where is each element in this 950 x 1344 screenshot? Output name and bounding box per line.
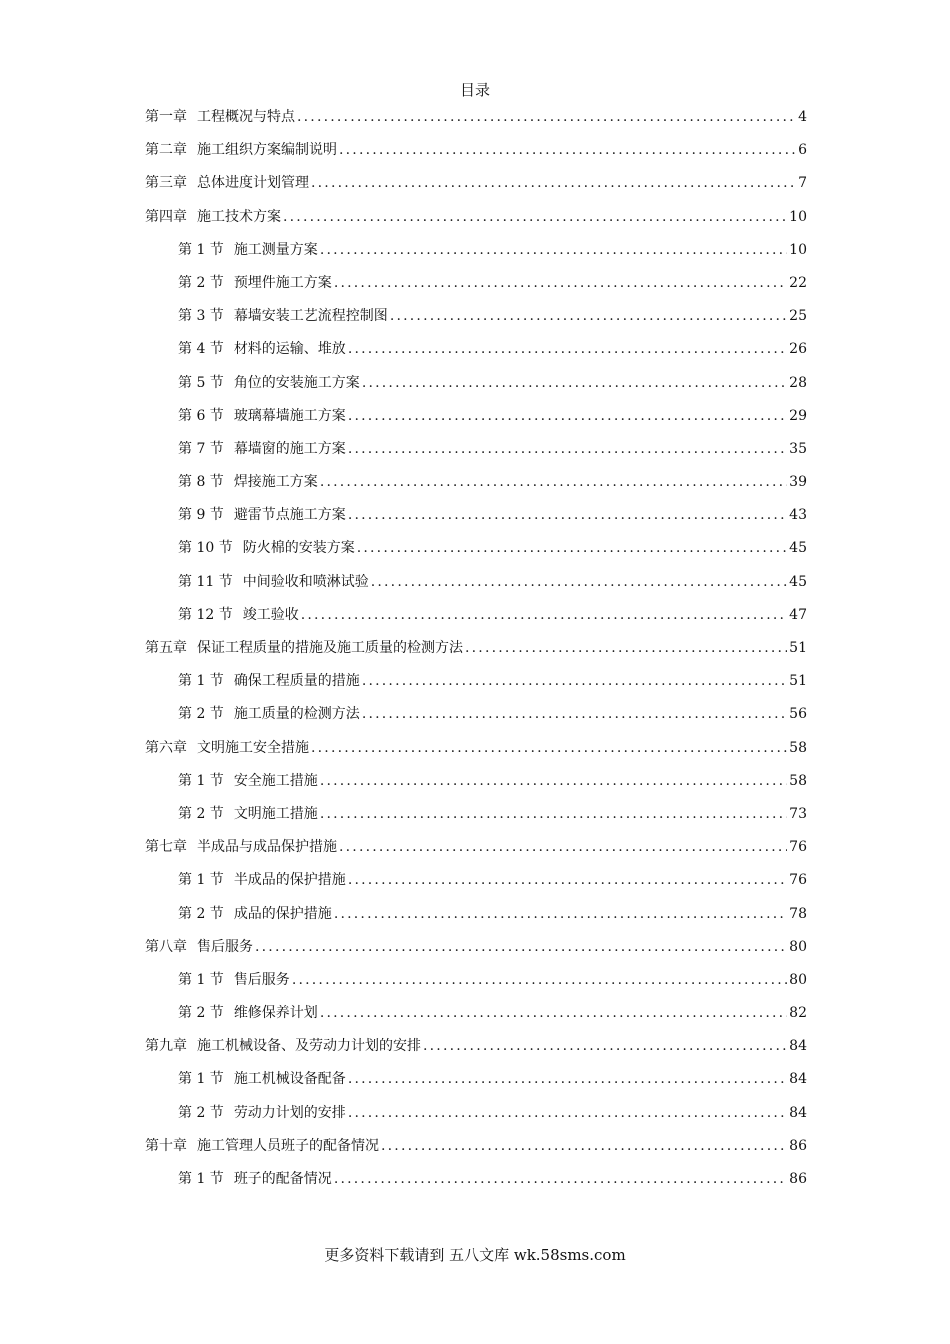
toc-page-number: 86 [789, 1137, 807, 1154]
toc-page-number: 84 [789, 1104, 807, 1121]
toc-section-entry[interactable] [145, 537, 807, 570]
toc-page-number: 82 [789, 1005, 807, 1022]
toc-entry-number: 第 5 节 [178, 374, 224, 391]
toc-chapter-entry[interactable] [145, 1135, 807, 1168]
toc-entry-title: 施工组织方案编制说明 [197, 142, 337, 159]
toc-page-number: 7 [798, 175, 807, 192]
toc-entry-number: 第七章 [145, 839, 187, 856]
toc-entry-title: 竣工验收 [242, 606, 299, 623]
toc-dot-leader [283, 206, 787, 228]
toc-entry-title: 总体进度计划管理 [197, 175, 309, 192]
toc-section-entry[interactable] [145, 670, 807, 703]
toc-section-entry[interactable] [145, 803, 807, 836]
toc-entry-title: 文明施工安全措施 [197, 739, 309, 756]
toc-entry-title: 维修保养计划 [233, 1005, 318, 1022]
toc-dot-leader [297, 106, 796, 128]
toc-page-number: 39 [789, 474, 807, 491]
toc-entry-title: 避雷节点施工方案 [233, 507, 346, 524]
toc-chapter-entry[interactable] [145, 139, 807, 172]
toc-dot-leader [334, 1168, 787, 1190]
toc-dot-leader [348, 405, 787, 427]
toc-section-entry[interactable] [145, 770, 807, 803]
toc-entry-title: 安全施工措施 [233, 772, 318, 789]
toc-page-number: 76 [789, 872, 807, 889]
toc-section-entry[interactable] [145, 504, 807, 537]
toc-entry-title: 保证工程质量的措施及施工质量的检测方法 [197, 640, 463, 656]
toc-entry-title: 劳动力计划的安排 [233, 1104, 346, 1121]
toc-dot-leader [339, 139, 796, 161]
toc-page-number: 45 [789, 540, 807, 557]
toc-chapter-entry[interactable] [145, 172, 807, 205]
toc-dot-leader [371, 571, 787, 593]
toc-entry-number: 第 2 节 [178, 274, 224, 291]
toc-page-number: 78 [789, 905, 807, 922]
toc-entry-title: 售后服务 [197, 938, 253, 955]
toc-page-number: 25 [789, 308, 807, 325]
toc-chapter-entry[interactable] [145, 737, 807, 770]
toc-section-entry[interactable] [145, 604, 807, 637]
toc-entry-title: 角位的安装施工方案 [233, 374, 360, 391]
toc-section-entry[interactable] [145, 471, 807, 504]
toc-page-number: 29 [789, 407, 807, 424]
toc-entry-title: 幕墙窗的施工方案 [233, 440, 346, 457]
toc-page-number: 76 [789, 839, 807, 856]
toc-entry-number: 第四章 [145, 208, 187, 225]
toc-chapter-entry[interactable] [145, 1035, 807, 1068]
toc-dot-leader [255, 936, 787, 958]
toc-entry-title: 确保工程质量的措施 [233, 673, 360, 690]
toc-page-number: 10 [789, 241, 807, 258]
toc-dot-leader [320, 770, 787, 792]
toc-entry-number: 第 12 节 [178, 606, 233, 623]
toc-entry-title: 施工测量方案 [233, 241, 318, 258]
toc-entry-title: 施工质量的检测方法 [233, 706, 360, 723]
toc-dot-leader [334, 903, 787, 925]
toc-section-entry[interactable] [145, 869, 807, 902]
page-title: 目录 [459, 81, 490, 99]
toc-entry-number: 第九章 [145, 1038, 187, 1055]
toc-section-entry[interactable] [145, 405, 807, 438]
toc-section-entry[interactable] [145, 571, 807, 604]
toc-entry-title: 半成品与成品保护措施 [197, 839, 337, 856]
toc-dot-leader [311, 737, 787, 759]
toc-entry-number: 第 3 节 [178, 308, 224, 325]
toc-entry-number: 第 4 节 [178, 341, 224, 358]
toc-entry-title: 施工管理人员班子的配备情况 [197, 1137, 379, 1154]
toc-page-number: 58 [789, 739, 807, 756]
toc-page-number: 28 [789, 374, 807, 391]
toc-entry-title: 半成品的保护措施 [233, 872, 346, 889]
toc-dot-leader [390, 305, 787, 327]
toc-entry-number: 第 10 节 [178, 540, 233, 557]
toc-section-entry[interactable] [145, 703, 807, 736]
toc-dot-leader [301, 604, 787, 626]
toc-page-number: 4 [798, 109, 807, 125]
toc-page-number: 56 [789, 706, 807, 723]
toc-section-entry[interactable] [145, 372, 807, 405]
footer-text: 更多资料下载请到 五八文库 wk.58sms.com [324, 1246, 626, 1264]
toc-dot-leader [320, 1002, 787, 1024]
toc-entry-title: 中间验收和喷淋试验 [242, 573, 369, 590]
toc-entry-number: 第 2 节 [178, 1005, 224, 1022]
toc-dot-leader [320, 803, 787, 825]
toc-entry-number: 第八章 [145, 938, 187, 955]
toc-page-number: 80 [789, 971, 807, 988]
toc-entry-title: 玻璃幕墙施工方案 [233, 407, 346, 424]
toc-dot-leader [292, 969, 787, 991]
toc-dot-leader [348, 1068, 787, 1090]
toc-entry-title: 工程概况与特点 [197, 109, 295, 125]
toc-entry-number: 第 1 节 [178, 1071, 224, 1088]
toc-section-entry[interactable] [145, 438, 807, 471]
toc-page-number: 22 [789, 274, 807, 291]
toc-page-number: 47 [789, 606, 807, 623]
toc-entry-number: 第 7 节 [178, 440, 224, 457]
toc-chapter-entry[interactable] [145, 206, 807, 239]
toc-entry-number: 第 6 节 [178, 407, 224, 424]
toc-chapter-entry[interactable] [145, 106, 807, 139]
toc-dot-leader [339, 836, 787, 858]
toc-page-number: 10 [789, 208, 807, 225]
toc-entry-number: 第六章 [145, 739, 187, 756]
toc-page-number: 73 [789, 805, 807, 822]
toc-entry-title: 焊接施工方案 [233, 474, 318, 491]
toc-dot-leader [320, 471, 787, 493]
toc-entry-title: 预埋件施工方案 [233, 274, 332, 291]
toc-page-number: 84 [789, 1071, 807, 1088]
toc-dot-leader [320, 239, 787, 261]
toc-entry-title: 施工机械设备配备 [233, 1071, 346, 1088]
toc-entry-number: 第一章 [145, 109, 187, 125]
toc-entry-number: 第五章 [145, 640, 187, 656]
toc-entry-number: 第二章 [145, 142, 187, 159]
toc-dot-leader [348, 338, 787, 360]
toc-dot-leader [348, 438, 787, 460]
toc-entry-title: 幕墙安装工艺流程控制图 [233, 308, 388, 325]
toc-dot-leader [362, 670, 787, 692]
toc-entry-number: 第 1 节 [178, 1171, 224, 1187]
table-of-contents [145, 106, 807, 1201]
toc-page-number: 86 [789, 1171, 807, 1187]
toc-entry-number: 第 1 节 [178, 241, 224, 258]
toc-entry-title: 售后服务 [233, 971, 290, 988]
toc-entry-number: 第十章 [145, 1137, 187, 1154]
toc-page-number: 51 [789, 673, 807, 690]
toc-entry-title: 施工技术方案 [197, 208, 281, 225]
toc-dot-leader [348, 869, 787, 891]
toc-entry-title: 防火棉的安装方案 [242, 540, 355, 557]
toc-section-entry[interactable] [145, 969, 807, 1002]
toc-page-number: 51 [789, 640, 807, 656]
toc-section-entry[interactable] [145, 338, 807, 371]
toc-page-number: 26 [789, 341, 807, 358]
toc-page-number: 43 [789, 507, 807, 524]
toc-dot-leader [381, 1135, 787, 1157]
toc-entry-number: 第 8 节 [178, 474, 224, 491]
toc-chapter-entry[interactable] [145, 936, 807, 969]
toc-entry-number: 第 9 节 [178, 507, 224, 524]
toc-section-entry[interactable] [145, 1102, 807, 1135]
toc-entry-number: 第 2 节 [178, 805, 224, 822]
toc-dot-leader [362, 703, 787, 725]
toc-section-entry[interactable] [145, 903, 807, 936]
toc-page-number: 35 [789, 440, 807, 457]
toc-entry-number: 第 1 节 [178, 872, 224, 889]
toc-page-number: 45 [789, 573, 807, 590]
toc-entry-number: 第 11 节 [178, 573, 233, 590]
toc-entry-number: 第 1 节 [178, 673, 224, 690]
toc-dot-leader [362, 372, 787, 394]
toc-entry-title: 施工机械设备、及劳动力计划的安排 [197, 1038, 421, 1055]
toc-entry-title: 材料的运输、堆放 [233, 341, 346, 358]
toc-entry-title: 成品的保护措施 [233, 905, 332, 922]
toc-section-entry[interactable] [145, 305, 807, 338]
toc-chapter-entry[interactable] [145, 836, 807, 869]
toc-entry-title: 文明施工措施 [233, 805, 318, 822]
toc-entry-number: 第 2 节 [178, 706, 224, 723]
toc-section-entry[interactable] [145, 1002, 807, 1035]
toc-dot-leader [348, 504, 787, 526]
toc-dot-leader [465, 637, 787, 659]
toc-entry-number: 第 1 节 [178, 772, 224, 789]
toc-dot-leader [348, 1102, 787, 1124]
toc-entry-number: 第 2 节 [178, 905, 224, 922]
toc-section-entry[interactable] [145, 239, 807, 272]
toc-dot-leader [334, 272, 787, 294]
toc-dot-leader [357, 537, 787, 559]
toc-entry-number: 第 2 节 [178, 1104, 224, 1121]
toc-entry-number: 第三章 [145, 175, 187, 192]
toc-page-number: 84 [789, 1038, 807, 1055]
toc-section-entry[interactable] [145, 1168, 807, 1201]
toc-chapter-entry[interactable] [145, 637, 807, 670]
toc-section-entry[interactable] [145, 1068, 807, 1101]
toc-dot-leader [311, 172, 796, 194]
toc-entry-number: 第 1 节 [178, 971, 224, 988]
toc-page-number: 6 [798, 142, 807, 159]
toc-page-number: 58 [789, 772, 807, 789]
toc-page-number: 80 [789, 938, 807, 955]
toc-section-entry[interactable] [145, 272, 807, 305]
toc-entry-title: 班子的配备情况 [233, 1171, 332, 1187]
toc-dot-leader [423, 1035, 787, 1057]
